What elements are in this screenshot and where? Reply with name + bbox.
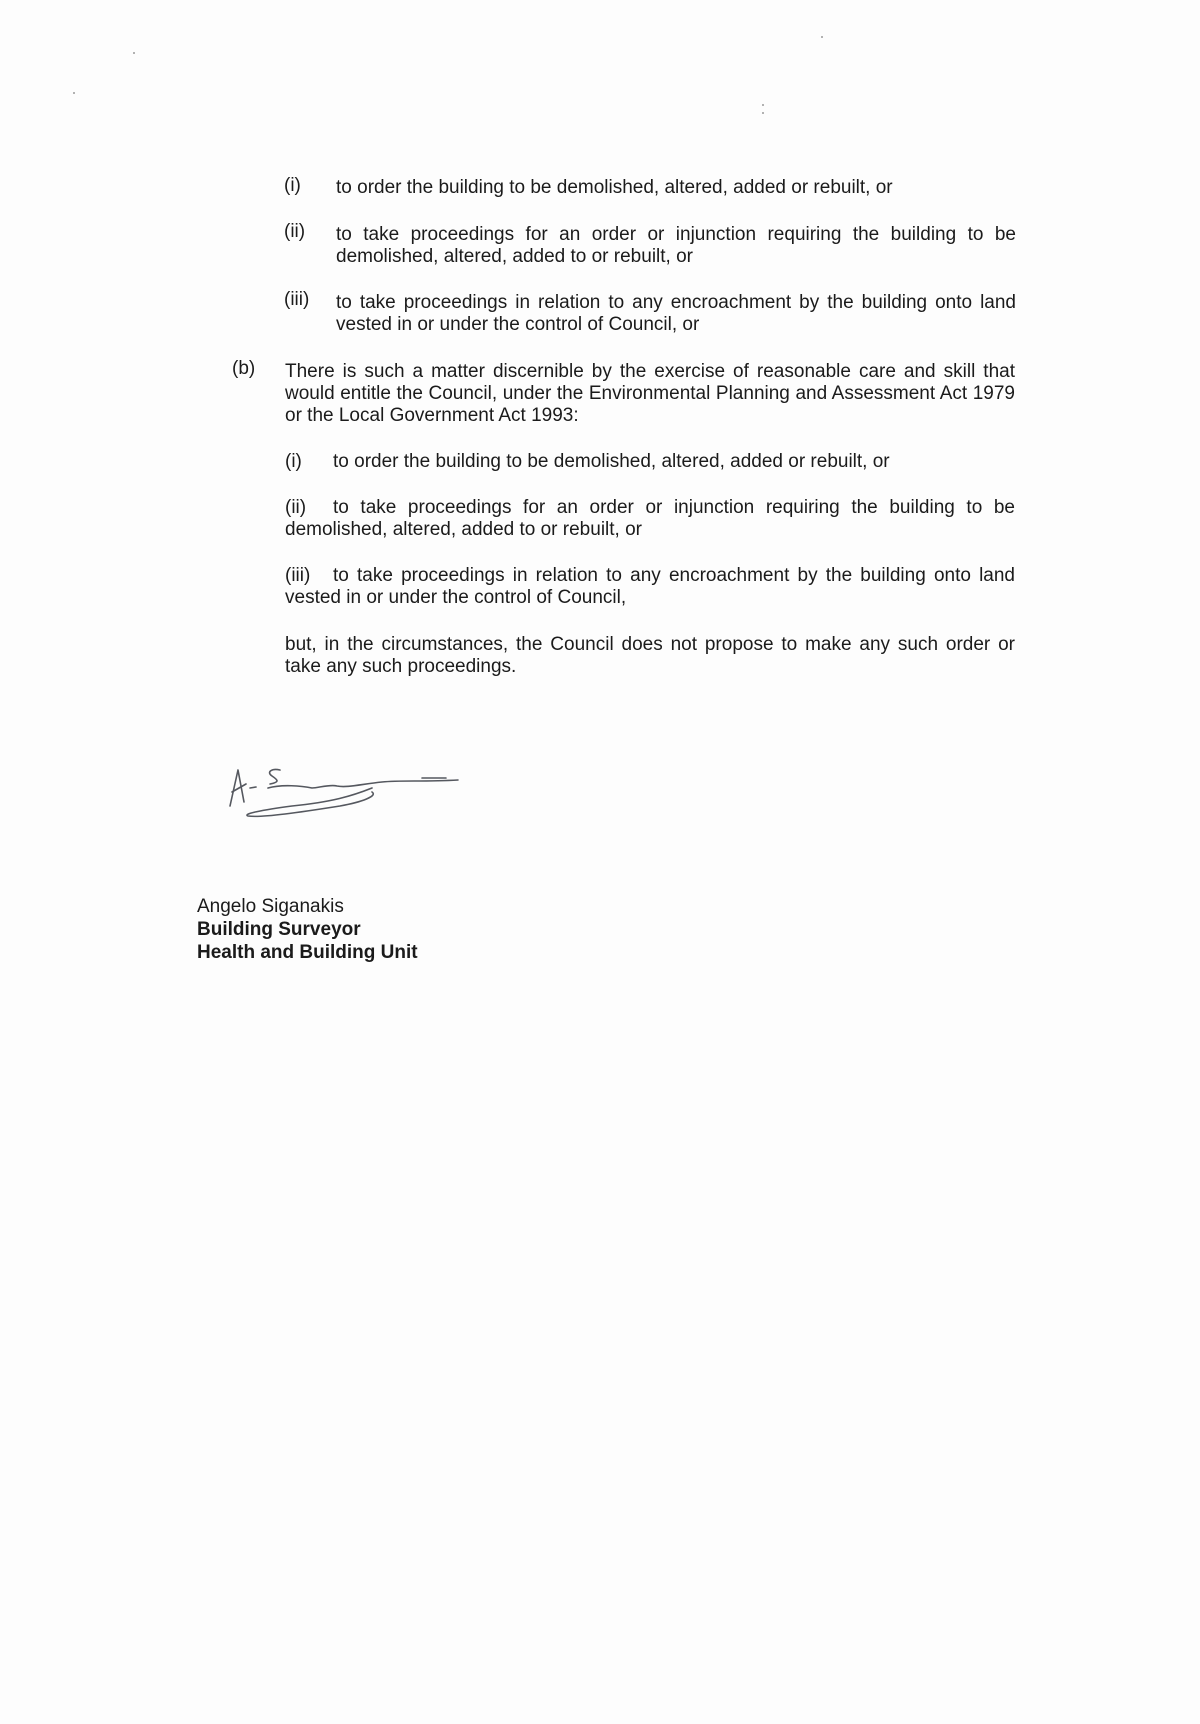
clause-a-item-text: to order the building to be demolished, altered, added or rebuilt, or — [336, 177, 893, 198]
clause-b-item-marker: (i) — [285, 451, 302, 472]
clause-b-item-text: to take proceedings for an order or injunction requiring the building to be demolished, altered, added to or rebuilt, or — [285, 497, 1015, 540]
signatory-unit: Health and Building Unit — [197, 942, 418, 963]
clause-b-item-marker: (iii) — [285, 565, 311, 586]
scan-speck — [133, 52, 135, 54]
scan-speck — [821, 36, 823, 38]
clause-b-item — [285, 451, 1015, 473]
signatory-title: Building Surveyor — [197, 919, 361, 940]
clause-b-item — [285, 497, 1015, 541]
clause-b-item-text: to take proceedings in relation to any encroachment by the building onto land vested in or under the control of Council, — [285, 565, 1015, 608]
clause-a-item-text: to take proceedings for an order or injunction requiring the building to be demolished, altered, added to or rebuilt, or — [336, 224, 1016, 267]
scan-speck — [762, 104, 764, 106]
scan-speck — [762, 112, 764, 114]
clause-a-item-text: to take proceedings in relation to any encroachment by the building onto land vested in or under the control of Council, or — [336, 292, 1016, 335]
clause-b-closing: but, in the circumstances, the Council does not propose to make any such order or take any such proceedings. — [285, 634, 1015, 677]
clause-a-item-marker: (iii) — [284, 289, 310, 310]
clause-a-item-marker: (i) — [284, 175, 301, 196]
scan-speck — [73, 92, 75, 94]
clause-b-text: There is such a matter discernible by the exercise of reasonable care and skill that would entitle the Council, under the Environmental Planning and Assessment Act 1979 or the Local Government Act 1993: — [285, 361, 1015, 426]
clause-b-marker: (b) — [232, 358, 256, 379]
clause-b-item-text: to order the building to be demolished, altered, added or rebuilt, or — [333, 451, 890, 472]
clause-b-item-marker: (ii) — [285, 497, 307, 518]
handwritten-signature — [222, 758, 482, 828]
clause-a-item-marker: (ii) — [284, 221, 306, 242]
clause-b-item — [285, 565, 1015, 609]
signatory-block — [197, 895, 418, 964]
signatory-name: Angelo Siganakis — [197, 896, 344, 917]
